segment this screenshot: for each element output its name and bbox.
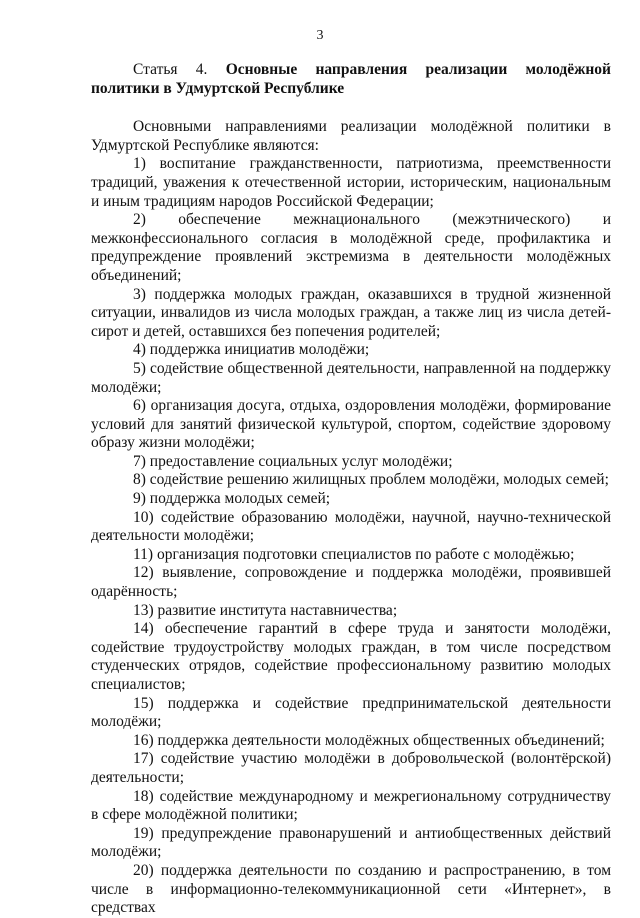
list-item-7: 7) предоставление социальных услуг молодёжи; (133, 452, 453, 470)
list-item-4: 4) поддержка инициатив молодёжи; (133, 341, 370, 359)
list-item-10: 10) содействие образованию молодёжи, научной, научно-технической деятельности молодёжи; (91, 508, 611, 545)
list-item-11: 11) организация подготовки специалистов по работе с молодёжью; (133, 545, 575, 563)
list-item-17: 17) содействие участию молодёжи в добровольческой (волонтёрской) деятельности; (91, 750, 611, 786)
article-number: Статья 4. (133, 61, 226, 78)
list-item-18: 18) содействие международному и межрегиональному сотрудничеству в сфере молодёжной политики; (91, 787, 611, 824)
list-item-5: 5) содействие общественной деятельности, направленной на поддержку молодёжи; (91, 359, 611, 396)
list-item-3: 3) поддержка молодых граждан, оказавшихся в трудной жизненной ситуации, инвалидов из числа молодых граждан, а также лиц из числа детей-сирот и детей, оставшихся без попечения родителей; (91, 285, 611, 340)
list-item-14: 14) обеспечение гарантий в сфере труда и занятости молодёжи, содействие трудоустройству молодых граждан, в том числе посредством студенческих отрядов, содействие профессиональному развитию молодых специалистов; (91, 620, 611, 693)
list-item-15: 15) поддержка и содействие предпринимательской деятельности молодёжи; (91, 694, 611, 731)
article-title: Основные направления реализации молодёжной политики в Удмуртской Республике (91, 61, 611, 97)
list-item-1: 1) воспитание гражданственности, патриотизма, преемственности традиций, уважения к отечественной истории, историческим, национальным и иным традициям народов Российской Федерации; (91, 155, 611, 210)
list-item-2: 2) обеспечение межнационального (межэтнического) и межконфессионального согласия в молодёжной среде, профилактика и предупреждение проявлений экстремизма в деятельности молодёжных объединений; (91, 211, 611, 284)
intro-paragraph: Основными направлениями реализации молодёжной политики в Удмуртской Республике являются: (91, 118, 611, 154)
document-body (91, 61, 611, 918)
list-item-8: 8) содействие решению жилищных проблем молодёжи, молодых семей; (133, 471, 609, 489)
article-heading (91, 61, 611, 98)
list-item-6: 6) организация досуга, отдыха, оздоровления молодёжи, формирование условий для занятий физической культурой, спортом, содействие здоровому образу жизни молодёжи; (91, 397, 611, 452)
list-item-19: 19) предупреждение правонарушений и антиобщественных действий молодёжи; (91, 824, 611, 861)
list-item-12: 12) выявление, сопровождение и поддержка молодёжи, проявившей одарённость; (91, 564, 611, 601)
list-item-13: 13) развитие института наставничества; (133, 601, 398, 619)
list-item-9: 9) поддержка молодых семей; (133, 490, 331, 508)
page-number: 3 (316, 28, 324, 43)
list-item-20: 20) поддержка деятельности по созданию и распространению, в том числе в информационно-телекоммуникационной сети «Интернет», в средствах (91, 861, 611, 917)
list-item-16: 16) поддержка деятельности молодёжных общественных объединений; (133, 731, 605, 749)
